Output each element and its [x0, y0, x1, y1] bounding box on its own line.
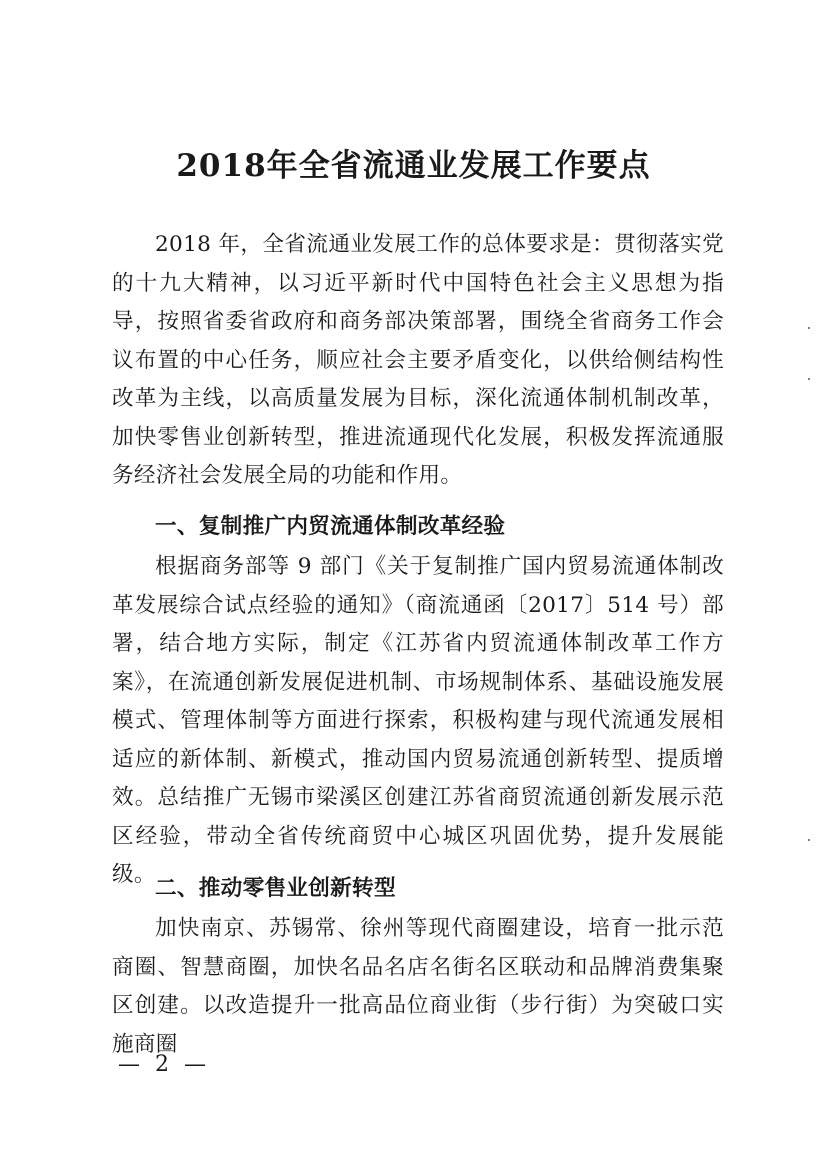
page-number: — 2 —: [118, 1052, 210, 1077]
scan-dot-mark: [808, 839, 810, 841]
scan-dot-mark: [808, 327, 810, 329]
intro-paragraph: 2018 年，全省流通业发展工作的总体要求是：贯彻落实党的十九大精神，以习近平新时代中国特色社会主义思想为指导，按照省委省政府和商务部决策部署，围绕全省商务工作会议布置的中心任务，顺应社会主要矛盾变化，以供给侧结构性改革为主线，以高质量发展为目标，深化流通体制机制改革，加快零售业创新转型，推进流通现代化发展，积极发挥流通服务经济社会发展全局的功能和作用。: [112, 232, 724, 488]
section-paragraph-2: 加快南京、苏锡常、徐州等现代商圈建设，培育一批示范商圈、智慧商圈，加快名品名店名街名区联动和品牌消费集聚区创建。以改造提升一批高品位商业街（步行街）为突破口实施商圈: [112, 916, 724, 1057]
section-heading-2: 二、推动零售业创新转型: [155, 876, 396, 901]
section-heading-1: 一、复制推广内贸流通体制改革经验: [155, 514, 506, 539]
document-title: 2018年全省流通业发展工作要点: [176, 148, 651, 184]
scan-dot-mark: [808, 378, 810, 380]
section-paragraph-1: 根据商务部等 9 部门《关于复制推广国内贸易流通体制改革发展综合试点经验的通知》（商流通函〔2017〕514 号）部署，结合地方实际，制定《江苏省内贸流通体制改革工作方案》，在流通创新发展促进机制、市场规制体系、基础设施发展模式、管理体制等方面进行探索，积极构建与现代流通发展相适应的新体制、新模式，推动国内贸易流通创新转型、提质增效。总结推广无锡市梁溪区创建江苏省商贸流通创新发展示范区经验，带动全省传统商贸中心城区巩固优势，提升发展能级。: [112, 554, 724, 887]
